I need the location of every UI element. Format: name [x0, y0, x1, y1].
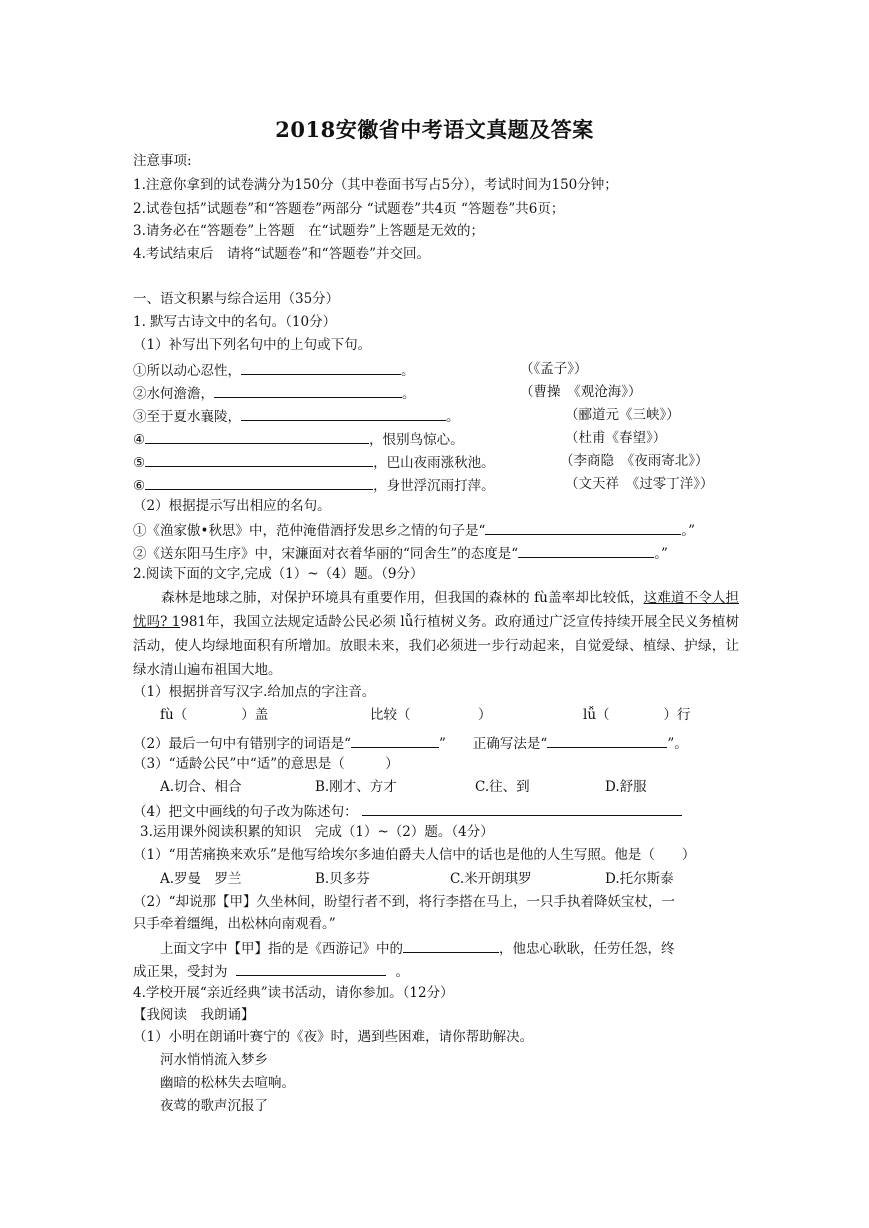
- answer-blank[interactable]: [241, 360, 401, 375]
- fill-line: ②《送东阳马生序》中，宋濂面对衣着华丽的“同舍生”的态度是“ 。”: [133, 543, 668, 563]
- subquestion: （1）根据拼音写汉字.给加点的字注音。: [133, 684, 376, 700]
- question-heading: 3.运用课外阅读积累的知识 完成（1）~（2）题。（4分）: [140, 824, 494, 840]
- section-heading: 一、语文积累与综合运用（35分）: [133, 291, 340, 307]
- source-label: （杜甫《春望》）: [565, 430, 667, 446]
- underlined-sentence: 这难道不令人担忧吗? 1: [133, 590, 740, 630]
- fill-line: ①《渔家傲•秋思》中，范仲淹借酒抒发思乡之情的句子是“ 。”: [133, 520, 695, 540]
- fill-line: （4）把文中画线的句子改为陈述句：: [133, 801, 682, 821]
- answer-blank[interactable]: [547, 733, 667, 748]
- poem-line: 夜莺的歌声沉报了: [160, 1098, 268, 1114]
- fill-line: 上面文字中【甲】指的是《西游记》中的 ，他忠心耿耿，任劳任怨，终: [160, 938, 675, 958]
- question-heading: 4.学校开展“亲近经典”读书活动，请你参加。（12分）: [133, 985, 454, 1001]
- source-label: （郦道元《三峡》）: [565, 407, 680, 423]
- reading-passage: 森林是地球之肺，对保护环境具有重要作用，但我国的森林的 fù盖率却比较低，这难道不令人担忧吗? 1981年，我国立法规定适龄公民必须 lǚ行植树义务。政府通过广泛宣传持续开展全民义务植树活动，使人均绿地面积有所增加。放眼未来，我们必须进一步行动起来，自觉爱绿、植绿、护绿，让绿水清山遍布祖国大地。: [133, 590, 740, 678]
- source-label: （李商隐 《夜雨寄北》）: [560, 453, 709, 469]
- answer-blank[interactable]: [236, 961, 386, 976]
- fill-line: 成正果，受封为 。: [133, 961, 409, 981]
- answer-blank[interactable]: [145, 475, 373, 490]
- source-label: （《孟子》）: [520, 361, 588, 377]
- answer-blank[interactable]: [214, 383, 402, 398]
- subquestion: （1）“用苦痛换来欢乐”是他写给埃尔多迪伯爵夫人信中的话也是他的人生写照。他是（ ）: [133, 847, 696, 863]
- subquestion-cont: 只手牵着缰绳，出松林向南观看。”: [133, 916, 336, 932]
- poem-line: 幽暗的松林失去喧响。: [160, 1075, 295, 1091]
- question-heading: 2.阅读下面的文字,完成（1）~（4）题。（9分）: [133, 566, 424, 582]
- activity-tag: 【我阅读 我朗诵】: [133, 1007, 255, 1023]
- fill-line: ⑥ ，身世浮沉雨打萍。: [133, 475, 495, 495]
- option: B.贝多芬: [315, 871, 370, 887]
- option: C.往、到: [475, 779, 530, 795]
- subquestion: （3）“适龄公民”中“适”的意思是（ ）: [133, 756, 399, 772]
- source-label: （文天祥 《过零丁洋》）: [565, 476, 714, 492]
- answer-blank[interactable]: [145, 452, 373, 467]
- option: B.刚才、方才: [315, 779, 397, 795]
- answer-blank[interactable]: [145, 429, 369, 444]
- answer-blank[interactable]: [518, 543, 654, 558]
- option: D.托尔斯泰: [605, 871, 674, 887]
- fill-line: ⑤ ，巴山夜雨涨秋池。: [133, 452, 495, 472]
- subquestion: （1）补写出下列名句中的上句或下句。: [133, 337, 372, 353]
- answer-blank[interactable]: [241, 406, 446, 421]
- notice-heading: 注意事项:: [133, 153, 192, 169]
- question-heading: 1. 默写古诗文中的名句。（10分）: [133, 314, 337, 330]
- pinyin-item: 比较（ ）: [370, 707, 492, 723]
- fill-line: ④ ，恨别鸟惊心。: [133, 429, 464, 449]
- notice-item: 1.注意你拿到的试卷满分为150分（其中卷面书写占5分），考试时间为150分钟；: [133, 177, 618, 193]
- poem-line: 河水悄悄流入梦乡: [160, 1052, 268, 1068]
- source-label: （曹操 《观沧海》）: [520, 384, 642, 400]
- option: A.罗曼 罗兰: [160, 871, 242, 887]
- answer-blank[interactable]: [485, 520, 681, 535]
- notice-item: 2.试卷包括”试题卷”和“答题卷”两部分 “试题卷”共4页 “答题卷”共6页；: [133, 201, 565, 217]
- subquestion: （1）小明在朗诵叶赛宁的《夜》时，遇到些困难，请你帮助解决。: [133, 1029, 534, 1045]
- option: D.舒服: [605, 779, 647, 795]
- option: A.切合、相合: [160, 779, 242, 795]
- pinyin-item: fù（ ）盖: [160, 707, 269, 723]
- notice-item: 4.考试结束后 请将“试题卷”和“答题卷”并交回。: [133, 246, 430, 262]
- notice-item: 3.请务必在“答题卷”上答题 在“试题券”上答题是无效的；: [133, 223, 484, 239]
- subquestion: （2）根据提示写出相应的名句。: [133, 498, 331, 514]
- subquestion: （2）“却说那【甲】久坐林间，盼望行者不到，将行李搭在马上，一只手执着降妖宝杖，一: [133, 894, 675, 910]
- fill-line: ①所以动心忍性， 。: [133, 360, 415, 380]
- page-title: 2018安徽省中考语文真题及答案: [275, 117, 594, 142]
- option: C.米开朗琪罗: [450, 871, 532, 887]
- answer-blank[interactable]: [362, 801, 682, 816]
- pinyin-item: lǚ（ ）行: [583, 707, 691, 723]
- fill-line: （2）最后一句中有错别字的词语是“ ” 正确写法是“ ”。: [133, 733, 688, 753]
- answer-blank[interactable]: [403, 938, 499, 953]
- fill-line: ②水何澹澹， 。: [133, 383, 416, 403]
- fill-line: ③至于夏水襄陵， 。: [133, 406, 460, 426]
- answer-blank[interactable]: [351, 733, 439, 748]
